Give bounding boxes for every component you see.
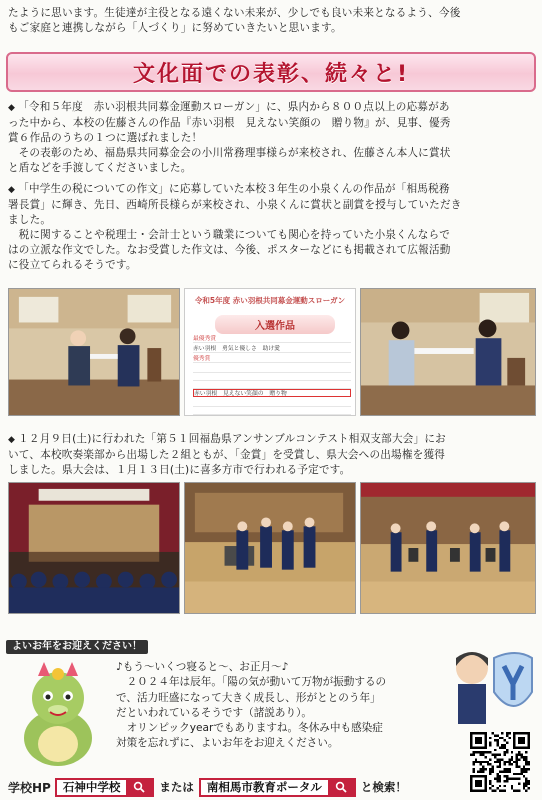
poster-title: 令和5年度 赤い羽根共同募金運動スローガン	[194, 296, 346, 305]
paragraph-line: に役立てられるそうです。	[8, 259, 137, 271]
poster-row	[193, 381, 351, 389]
poster-row	[193, 365, 351, 373]
search-icon	[133, 781, 145, 793]
paragraph-line: その表彰のため、福島県共同募金会の小川常務理事様らが来校され、佐藤さん本人に賞状	[18, 147, 451, 159]
banner-title: 文化面での表彰、続々と!	[132, 61, 410, 87]
ensemble-contest-section	[8, 432, 538, 478]
concert-hall-photo	[8, 482, 180, 614]
ensemble-performance-photo-2	[360, 482, 536, 614]
greeting-label: よいお年をお迎えください！	[6, 640, 148, 654]
search-button[interactable]	[126, 780, 152, 795]
greeting-line: 対策を忘れずに、よいお年をお迎えください。	[116, 737, 339, 750]
poster-row: 最優秀賞	[193, 335, 351, 343]
greeting-line: ♪もう～いくつ寝ると～、お正月～♪	[116, 661, 289, 673]
section-banner	[6, 52, 536, 92]
poster-row: 赤い羽根 勇気と優しさ 助け愛	[193, 345, 351, 353]
paragraph-line: しました。県大会は、１月１３日(土)に喜多方市で行われる予定です。	[8, 464, 351, 476]
paragraph-line: いて、本校吹奏楽部から出場した２組ともが、「金賞」を受賞し、県大会への出場権を獲得	[8, 449, 446, 461]
poster-row	[193, 373, 351, 381]
paragraph-line: と盾などを手渡してくださいました。	[8, 162, 192, 174]
award-section-red-feather	[8, 100, 538, 176]
poster-heading: 入選作品	[215, 315, 335, 334]
intro-line: もご家庭と連携しながら「人づくり」に努めていきたいと思います。	[8, 22, 342, 34]
student-illustration	[444, 640, 536, 730]
paragraph-line: はの立派な作文でした。なお受賞した作文は、今後、ポスターなどにも掲載されて広報活動	[8, 244, 451, 256]
award-list-poster	[184, 288, 356, 416]
search-icon	[335, 781, 347, 793]
greeting-line: ２０２４年は辰年。「陽の気が動いて万物が振動するの	[126, 676, 387, 689]
school-search-text: 石神中学校	[62, 780, 121, 794]
portal-search-box[interactable]	[199, 778, 356, 797]
award-ceremony-photo-right	[360, 288, 536, 416]
award-section-tax-essay	[8, 182, 538, 273]
poster-row	[193, 399, 351, 407]
ensemble-performance-photo-1	[184, 482, 356, 614]
poster-row-highlighted: 赤い羽根 見えない笑顔の 贈り物	[193, 389, 351, 397]
bullet-icon: ◆	[8, 103, 16, 113]
greeting-message	[116, 660, 456, 752]
search-middle-text: または	[159, 780, 194, 794]
paragraph-line: 税に関することや税理士・会計士という職業についても関心を持っていた小泉くんならで	[18, 229, 451, 241]
portal-search-text: 南相馬市教育ポータル	[206, 780, 322, 794]
search-suffix: と検索！	[360, 780, 407, 794]
paragraph-line: ました。	[8, 214, 52, 226]
paragraph-line: 賞６作品のうちの１つに選ばれました！	[8, 132, 203, 144]
bullet-icon: ◆	[8, 185, 16, 195]
search-prefix: 学校HP	[8, 780, 51, 795]
intro-line: たように思います。生徒達が主役となる遠くない未来が、少しでも良い未来となるよう、今後	[8, 7, 461, 19]
greeting-line: オリンピックyearでもありますね。冬休み中も感染症	[126, 722, 383, 735]
paragraph-line: った中から、本校の佐藤さんの作品『赤い羽根 見えない笑顔の 贈り物』が、見事、優秀	[8, 117, 451, 129]
bullet-icon: ◆	[8, 435, 16, 445]
greeting-line: だといわれているそうです（諸説あり）。	[116, 706, 312, 719]
intro-text	[8, 6, 536, 36]
paragraph-line: 「令和５年度 赤い羽根共同募金運動スローガン」に、県内から８００点以上の応募があ	[18, 101, 450, 113]
paragraph-line: 署長賞」に輝き、先日、西崎所長様らが来校され、小泉くんに賞状と副賞を授与していただき	[8, 199, 462, 211]
award-ceremony-photo-left	[8, 288, 180, 416]
school-search-box[interactable]	[55, 778, 155, 797]
poster-row: 優秀賞	[193, 355, 351, 363]
paragraph-line: 「中学生の税についての作文」に応募していた本校３年生の小泉くんの作品が「相馬税務	[18, 183, 450, 195]
search-prompt	[8, 776, 538, 798]
paragraph-line: １２月９日(土)に行われた「第５１回福島県アンサンブルコンテスト相双支部大会」にお	[18, 433, 446, 445]
greeting-line: で、活力旺盛になって大きく成長し、形がととのう年」	[116, 691, 381, 704]
poster-row	[193, 407, 351, 415]
dragon-illustration	[10, 660, 106, 770]
search-button[interactable]	[328, 780, 354, 795]
